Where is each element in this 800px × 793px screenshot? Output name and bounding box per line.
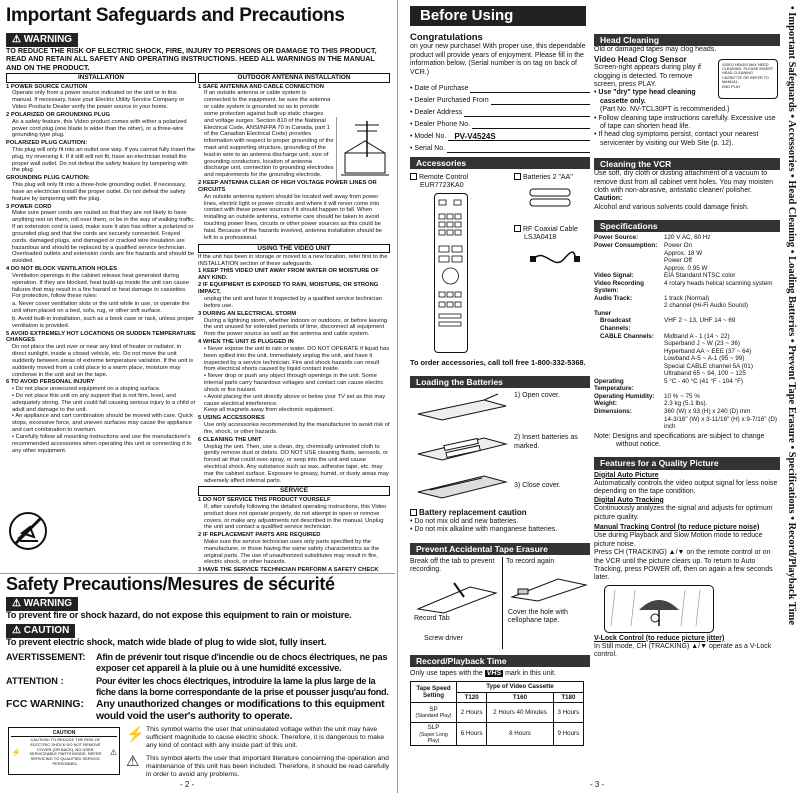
installation-item-body: As a safety feature, this Video product comes with either a polarized power cord plug (one blade is wider than the other), or a three-wire grounding type plug. (12, 118, 187, 139)
tv-screen-text: VIDEO HEADS MAY NEED CLEANING. PLEASE INSERT HEAD CLEANING CASSETTE OR REFER TO MANUAL. (722, 62, 774, 85)
antenna-item-title: 2 KEEP ANTENNA CLEAR OF HIGH VOLTAGE POWER LINES OR CIRCUITS (198, 180, 377, 193)
service-item (198, 497, 390, 531)
installation-item (6, 204, 196, 265)
installation-item-body: Ventilation openings in the cabinet release heat generated during operation. If they are blocked, heat build-up inside the unit can cause failures that may result in a fire hazard or heat damage to cassettes. For protection, follow these rules: (12, 272, 189, 300)
installation-item-title: GROUNDING PLUG CAUTION: (6, 175, 90, 182)
safety-title: Safety Precautions/Mesures de sécurité (6, 574, 335, 594)
spec-value: 360 (W) x 93 (H) x 240 (D) mm 14-3/16" (W) x 3-11/16" (H) x 9-7/16" (D) inch (664, 407, 777, 431)
using-item-body: During a lightning storm, whether indoors or outdoors, or before leaving the unit unused for extended periods of time, disconnect all equipment from the power source as well as the antenna and cable system. (204, 317, 388, 338)
avertissement-key: AVERTISSEMENT: (6, 652, 86, 662)
installation-item-title: 4 DO NOT BLOCK VENTILATION HOLES (6, 266, 118, 273)
using-item (198, 339, 390, 414)
feature-3-heading: Manual Tracking Control (to reduce picture noise) (594, 523, 760, 531)
spec-row (594, 317, 780, 332)
warning-badge: ⚠ WARNING (6, 33, 78, 47)
installation-item-body: This plug will only fit into a three-hole grounding outlet. If necessary, have an electrician install the proper outlet. Do not defeat the safety feature by tampering with the plug. (12, 182, 186, 202)
head-bullet-1-part: (Part No. NV-TCL30PT is recommended.) (600, 106, 730, 114)
before-using-title: Before Using (420, 7, 514, 24)
accessories-heading: Accessories (410, 157, 590, 169)
installation-item (6, 316, 196, 330)
exclamation-icon: ⚠ (109, 747, 117, 757)
umbrella-screen-illustration (604, 585, 714, 633)
using-item (198, 437, 390, 485)
table-row (411, 723, 584, 746)
battery-caution-heading-row (410, 508, 590, 518)
record-time-table (410, 681, 584, 746)
load-step-1: 1) Open cover. (514, 392, 560, 400)
attention-key: ATTENTION : (6, 676, 64, 686)
info-field-input[interactable]: PV-V4524S (448, 132, 590, 141)
spec-key: Video Recording System: (594, 279, 644, 295)
spec-row (594, 295, 780, 310)
spec-value: 2.3 kg (5.1 lbs). (664, 400, 708, 408)
installation-item-body: This plug will only fit into an outlet one way. If you cannot fully insert the plug, try reversing it. If it still will not fit, have an electrician install the proper wall outlet. Do not defeat the safety feature by tampering with the plug. (12, 147, 195, 174)
caution-badge: ⚠ CAUTION (6, 624, 75, 638)
antenna-item-body: An outside antenna system should be located well away from power lines, electric light or power circuits and where it will never come into contact with these power sources if it should happen to fall. When installing an outside antenna, extreme care should be taken to avoid touching power lines, circuits or other power sources as this could be fatal. Because of the hazards involved, antenna installation should be left to a professional. (204, 193, 382, 241)
spec-value (664, 310, 780, 318)
remote-back-close-icon (414, 468, 510, 502)
installation-item (6, 112, 196, 139)
info-field-input[interactable] (464, 108, 590, 117)
vhs-note-a: Only use tapes with the (410, 669, 483, 677)
spec-row (594, 242, 780, 272)
feature-1-heading: Digital Auto Picture (594, 471, 659, 479)
features-heading: Features for a Quality Picture (594, 457, 780, 469)
installation-heading: INSTALLATION (6, 73, 196, 83)
feature-4-heading: V-Lock Control (to reduce picture jitter) (594, 634, 725, 642)
using-item-title: 3 DURING AN ELECTRICAL STORM (198, 310, 297, 317)
screwdriver-label: Screw driver (424, 634, 463, 642)
tv-screen-message (718, 59, 778, 99)
using-item (198, 415, 390, 435)
record-tab-label: Record Tab (414, 614, 450, 622)
cart-warning-icon (8, 511, 48, 551)
head-sensor-heading: Video Head Clog Sensor (594, 54, 687, 64)
page-number-left: - 2 - (180, 780, 195, 789)
load-step-2: 2) Insert batteries as marked. (514, 434, 578, 450)
antenna-item-title: 1 SAFE ANTENNA AND CABLE CONNECTION (198, 83, 324, 90)
warning-text: TO REDUCE THE RISK OF ELECTRIC SHOCK, FIRE, INJURY TO PERSONS OR DAMAGE TO THIS PRODUCT, READ AND RETAIN ALL SAFETY AND OPERATING INSTRUCTIONS. HEED ALL WARNINGS IN THE MANUAL AND ON THE PRODUCT. (6, 46, 377, 72)
installation-item (6, 84, 196, 111)
warning-text-2: To prevent fire or shock hazard, do not expose this equipment to rain or moisture. (6, 610, 352, 620)
table-col-header: T120 (457, 692, 487, 702)
remote-batteries-icon (414, 428, 510, 462)
spec-value: 120 V AC, 60 Hz (664, 234, 711, 242)
spec-key: Operating Temperature: (594, 377, 634, 393)
service-item (198, 532, 390, 566)
spec-key: Broadcast Channels: (600, 317, 631, 332)
lightning-icon: ⚡ (11, 747, 21, 757)
exclamation-triangle-icon: ⚠ (126, 753, 140, 770)
antenna-heading: OUTDOOR ANTENNA INSTALLATION (198, 73, 390, 83)
using-item-title: 2 IF EQUIPMENT IS EXPOSED TO RAIN, MOISTURE, OR STRONG IMPACT, (198, 282, 379, 296)
spec-key: Power Consumption: (594, 241, 658, 249)
feature-4-text: In Still mode, CH (TRACKING) ▲/▼ operate as a V-Lock control. (594, 643, 772, 659)
maintenance-column (594, 34, 780, 784)
caution-text: To prevent electric shock, match wide blade of plug to wide slot, fully insert. (6, 637, 327, 647)
spec-key: Tuner (594, 309, 612, 317)
installation-item (6, 331, 196, 379)
rf-cable-label: RF Coaxial Cable (523, 226, 578, 234)
spec-row (594, 234, 780, 242)
using-item (198, 311, 390, 338)
caution-label-graphic-text: CAUTION: TO REDUCE THE RISK OF ELECTRIC SHOCK DO NOT REMOVE COVER (OR BACK). NO USER SERVICEABLE PARTS INSIDE. REFER SERVICING TO QUALIFIED SERVICE PERSONNEL. (29, 737, 102, 766)
tv-screen-buttons: END PLAY (722, 85, 741, 90)
installation-item-body: Operate only from a power source indicated on the unit or in this manual. If necessary, have your Electric Utility Service Company or Video Products Dealer verify the power source in your home. (12, 90, 185, 111)
vhs-note (410, 670, 590, 678)
attention-row (6, 676, 391, 697)
before-using-banner (410, 6, 586, 26)
installation-item-title: POLARIZED PLUG CAUTION: (6, 140, 88, 147)
erasure-right-text: To record again (506, 557, 555, 565)
cleaning-vcr-heading: Cleaning the VCR (594, 158, 780, 170)
installation-item-body: b. Avoid built-in installation, such as a book case or rack, unless proper ventilation is provided. (12, 315, 194, 329)
installation-item-body: Do not place the unit over or near any kind of heater or radiator, in direct sunlight, inside a closed vehicle, etc. Do not move the unit suddenly between areas of extreme temperature variation. If the unit is suddenly moved from a cold place to a warm place, moisture may condense in the unit and on the tape. (12, 344, 194, 378)
order-text: To order accessories, call toll free 1-800-332-5368. (410, 358, 586, 368)
cleaning-caution-label: Caution: (594, 195, 623, 203)
symbol-2-text: This symbol alerts the user that important literature concerning the operation and maintenance of this unit has been included. Therefore, it should be read carefully in order to avoid any problems. (146, 755, 390, 779)
info-field-label: • Date of Purchase (410, 84, 469, 92)
using-item (198, 268, 390, 282)
spec-value: VHF 2 ~ 13, UHF 14 ~ 69 (664, 317, 736, 325)
head-cleaning-heading: Head Cleaning (594, 34, 780, 46)
table-row-speed (411, 703, 457, 723)
feature-2-text: Continuously analyzes the signal and adjusts for optimum picture quality. (594, 505, 773, 521)
rf-cable-item (514, 225, 578, 234)
table-cell: 2 Hours 40 Minutes (487, 703, 554, 723)
cassette-tape-icon (508, 573, 588, 603)
table-cell: 8 Hours (487, 723, 554, 746)
feature-3-press: Press CH (TRACKING) ▲/▼ on the remote control or on the VCR until the picture clears up. To return to Auto Tracking, press POWER off, then on again a few seconds later. (594, 549, 773, 582)
lightning-triangle-icon: ⚡ (126, 726, 145, 743)
rf-cable-number: LSJA0418 (524, 234, 557, 242)
page-title-left: Important Safeguards and Precautions (6, 5, 345, 26)
avertissement-text: Afin de prévenir tout risque d'incendie ou de chocs électriques, ne pas exposer cet appareil à la pluie ou à une humidité excessive. (96, 652, 388, 673)
feature-2-heading: Digital Auto Tracking (594, 496, 664, 504)
spec-value: 4 rotary heads helical scanning system (664, 279, 773, 287)
table-row-speed (411, 723, 457, 746)
spec-value: Power On Approx. 18 W Power Off Approx. 0.95 W (664, 241, 708, 272)
info-field-label: • Dealer Purchased From (410, 96, 489, 104)
spec-key: Weight: (594, 400, 617, 408)
spec-row (594, 400, 780, 408)
remote-back-open-icon (414, 392, 510, 422)
spec-key: Dimensions: (594, 407, 632, 415)
using-heading: USING THE VIDEO UNIT (198, 244, 390, 254)
info-field-row (410, 141, 590, 153)
table-cell: 3 Hours (553, 703, 583, 723)
speed-sub: (Standard Play) (415, 713, 452, 720)
cleaning-text: Use soft, dry cloth or dusting attachment of a vacuum to remove dust from all cabinet vent holes. You may moisten cloth with non-abrasive, antistatic cleaner/ polisher. (594, 170, 773, 195)
using-item-title: 5 USING ACCESSORIES (198, 415, 265, 422)
info-field-row (410, 105, 590, 117)
info-field-input[interactable] (491, 96, 590, 105)
load-step-3: 3) Close cover. (514, 482, 561, 490)
antenna-item-body: If an outside antenna or cable system is connected to the equipment, be sure the antenna or cable system is grounded so as to provide some protection against built up static charges and voltage surges. Section 810 of the National Electrical Code, ANSI/NFPA 70 in Canada, part 1 of the Canadian Electrical Code) provides information with respect to proper grounding of the mast and supporting structure, grounding of the lead-in wire to an antenna discharge unit, size of grounding conductors, location of antenna discharge unit, connection to grounding electrodes and requirements for the grounding electrode. (204, 90, 334, 179)
installation-item-body: a. Never cover ventilation slots or the unit while in use, or operate the unit when placed on a bed, sofa, rug, or other soft surface. (12, 301, 190, 315)
service-item-title: 3 HAVE THE SERVICE TECHNICIAN PERFORM A SAFETY CHECK (198, 567, 379, 573)
fcc-text: Any unauthorized changes or modifications to this equipment would void the user's authority to operate. (96, 699, 385, 722)
spec-row (594, 272, 780, 280)
table-cell: 6 Hours (457, 723, 487, 746)
rf-cable-icon (530, 247, 580, 271)
head-sensor-text: Screen-right appears during play if clogging is detected. To remove screen, press PLAY. (594, 64, 702, 88)
remote-control-icon (434, 193, 468, 353)
installation-item-body: • Do not place unsecured equipment on a sloping surface. • Do not place this unit on any support that is not firm, level, and adequately strong. The unit could fall causing serious injury to a child or adult and damage to the unit. • An appliance and cart combination should be moved with care. Quick stops, excessive force, and uneven surfaces may cause the appliance and cart combination to overturn. • Carefully follow all mounting instructions and use the manufacturer's recommended accessories when operating this unit or connecting it to any other equipment. (12, 386, 196, 454)
spec-row (594, 378, 780, 393)
info-field-input[interactable] (470, 84, 590, 93)
head-cleaning-intro: Old or damaged tapes may clog heads. (594, 46, 717, 54)
record-playback-heading: Record/Playback Time (410, 655, 590, 667)
installation-item (6, 266, 196, 300)
feature-1-text: Automatically controls the video output signal for less noise depending on the tape condition. (594, 479, 778, 496)
avertissement-row (6, 652, 391, 673)
congrats-heading: Congratulations (410, 32, 483, 43)
cover-hole-label: Cover the hole with cellophane tape. (508, 608, 568, 625)
side-index-text: • Important Safeguards • Accessories • Head Cleaning • Loading Batteries • Prevent Tape Erasure • Specifications • Record/Playback Time (785, 6, 797, 626)
batteries-label: Batteries 2 "AA" (523, 174, 573, 182)
spec-row (594, 408, 780, 431)
spec-note: Note: Designs and specifications are subject to change without notice. (594, 432, 765, 449)
service-item-title: 2 IF REPLACEMENT PARTS ARE REQUIRED (198, 532, 321, 539)
info-field-row (410, 81, 590, 93)
speed-name: SLP (427, 724, 440, 732)
using-item (198, 282, 390, 309)
spec-value: 5 °C - 40 °C (41 °F - 104 °F) (664, 377, 744, 385)
vhs-logo: VHS (486, 669, 502, 677)
fcc-key: FCC WARNING: (6, 699, 84, 710)
attention-text: Pour éviter les chocs électriques, introduire la lame la plus large de la fiche dans la borne correspondante de la prise et pousser jusqu'au fond. (96, 676, 389, 697)
spec-row (594, 280, 780, 295)
info-field-row (410, 93, 590, 105)
specifications-heading: Specifications (594, 220, 780, 232)
info-field-label: • Dealer Address (410, 108, 463, 116)
antenna-grounding-diagram (336, 117, 390, 181)
remote-control-label: Remote Control (419, 174, 469, 182)
installation-item (6, 175, 196, 202)
installation-item-title: 2 POLARIZED OR GROUNDING PLUG (6, 111, 111, 118)
installation-item (6, 140, 196, 174)
spec-row (594, 310, 780, 318)
speed-sub: (Super Long Play) (419, 731, 448, 744)
installation-item (6, 301, 196, 315)
using-item-body: • Never expose the unit to rain or water. DO NOT OPERATE if liquid has been spilled into the unit. Immediately unplug the unit, and have it inspected by a service technician. Fire and shock hazards can result from electrical shorts caused by liquid contact inside. • Never drop or push any object through openings in the unit. Some internal parts carry hazardous voltages and contact can cause electric shock or fire hazard. • Avoid placing the unit directly above or below your TV set as this may cause electrical interference. Keep all magnets away from electronic equipment. (204, 345, 390, 414)
warning-label-2: WARNING (23, 598, 73, 609)
caution-label-graphic-title: CAUTION (11, 730, 117, 737)
congrats-text: on your new purchase! With proper use, this dependable product will provide years of enjoyment. Please fill in the information below. (Serial number is on tag on back of VCR.) (410, 43, 586, 76)
caution-label-graphic (8, 727, 120, 775)
table-cell: 9 Hours (553, 723, 583, 746)
installation-column (6, 73, 196, 573)
spec-key: Power Source: (594, 234, 639, 242)
caution-label: CAUTION (23, 625, 70, 636)
using-item-title: 6 CLEANING THE UNIT (198, 436, 262, 443)
installation-item-title: 3 POWER CORD (6, 203, 52, 210)
spec-value: 10 % ~ 75 % (664, 392, 700, 400)
head-bullet-2: • Follow cleaning tape instructions carefully. Excessive use of tape can shorten head life. (594, 114, 776, 130)
table-header-speed: Tape Speed Setting (411, 682, 457, 703)
spec-key: Video Signal: (594, 272, 634, 280)
antenna-item (198, 180, 390, 241)
remote-control-item (410, 173, 468, 182)
installation-item-title: 6 TO AVOID PERSONAL INJURY (6, 379, 95, 386)
erasure-left-text: Break off the tab to prevent recording. (410, 557, 495, 574)
speed-name: SP (429, 705, 438, 713)
service-item-title: 1 DO NOT SERVICE THIS PRODUCT YOURSELF (198, 497, 331, 504)
installation-item (6, 379, 196, 454)
battery-caution-heading: Battery replacement caution (419, 508, 527, 518)
spec-row (594, 333, 780, 378)
service-item-body: Make sure the service technician uses only parts specified by the manufacturer, or those having the same safety characteristics as the original parts. The use of unauthorized substitutes may result in fire, electric shock, or other hazards. (204, 538, 380, 566)
battery-caution-1: • Do not mix old and new batteries. (410, 517, 519, 525)
warning-badge-2: ⚠ WARNING (6, 597, 78, 611)
table-cell: 2 Hours (457, 703, 487, 723)
table-row (411, 703, 584, 723)
head-bullet-3: • If head clog symptoms persist, contact your nearest servicenter by visiting our Web Site (p. 12). (594, 131, 759, 147)
table-header-type: Type of Video Cassette (457, 682, 584, 692)
table-col-header: T180 (553, 692, 583, 702)
using-item-body: Unplug the unit. Then, use a clean, dry, chemically untreated cloth to gently remove dust or debris. DO NOT USE cleaning fluids, aerosols, or forced air that could over-spray, or seep into the unit and cause electrical shock. Any substance such as wax, adhesive tape, etc. may mar the cabinet surface. Exposure to greasy, humid, or dusty areas may adversely affect internal parts. (204, 443, 389, 484)
batteries-icon (528, 187, 576, 209)
info-field-row (410, 117, 590, 129)
erasure-heading: Prevent Accidental Tape Erasure (410, 543, 590, 555)
fcc-row (6, 699, 391, 723)
batteries-item (514, 173, 573, 182)
table-col-header: T160 (487, 692, 554, 702)
remote-control-number: EUR7723KA0 (420, 182, 464, 190)
loading-batteries-heading: Loading the Batteries (410, 376, 590, 388)
installation-item-title: 5 AVOID EXTREMELY HOT LOCATIONS OR SUDDEN TEMPERATURE CHANGES (6, 330, 196, 344)
feature-3-text: Use during Playback and Slow Motion mode to reduce picture noise. (594, 532, 763, 548)
service-item-body: If, after carefully following the detailed operating instructions, this Video product does not operate properly, do not attempt to open or remove covers, or make any adjustments not described in the manual. Unplug the unit and contact a qualified service technician. (204, 503, 387, 531)
using-item-title: 4 WHEN THE UNIT IS PLUGGED IN (198, 339, 294, 346)
cleaning-caution-text: Alcohol and various solvents could damage finish. (594, 203, 749, 211)
installation-item-body: Make sure power cords are routed so that they are not likely to have anything rest on them, roll over them, or be in the way of walking traffic. If an extension cord is used, make sure it also has either a polarized or grounded plug and that the cords are securely connected. Frayed cords, damaged plugs, and damaged or cracked wire insulation are hazardous and should be replaced by a qualified service technician. Overloaded outlets and extension cords are fire hazards and should be avoided. (12, 210, 195, 265)
spec-value: 1 track (Normal) 2 channel (Hi-Fi Audio Sound) (664, 294, 749, 310)
info-field-label: • Dealer Phone No. (410, 120, 471, 128)
warning-label: WARNING (23, 34, 73, 45)
info-field-input[interactable] (447, 144, 590, 153)
specifications-table (594, 234, 780, 430)
head-bullet-1: • Use "dry" type head cleaning cassette only. (594, 89, 696, 105)
side-index-tab (782, 0, 800, 793)
antenna-column (198, 73, 390, 573)
spec-key: CABLE Channels: (600, 332, 654, 340)
page-number-right: - 3 - (590, 780, 605, 789)
service-heading: SERVICE (198, 486, 390, 496)
before-using-column (410, 32, 590, 782)
spec-value: EIA Standard NTSC color (664, 272, 736, 280)
vhs-note-b: mark in this unit. (505, 669, 557, 677)
spec-key: Audio Track: (594, 294, 633, 302)
cassette-break-tab-icon (414, 579, 498, 615)
info-field-label: • Serial No. (410, 144, 446, 152)
info-field-input[interactable] (472, 120, 590, 129)
info-field-label: • Model No. (410, 132, 447, 140)
battery-caution-2: • Do not mix alkaline with manganese batteries. (410, 526, 558, 534)
info-field-row (410, 129, 590, 141)
symbol-1-text: This symbol warns the user that uninsulated voltage within the unit may have sufficient magnitude to cause electric shock. Therefore, it is dangerous to make any kind of contact with any inside part of this unit. (146, 726, 385, 750)
spec-value: Midband A - 1 (14 ~ 22) Superband J ~ W (23 ~ 36) Hyperband AA ~ EEE (37 ~ 64) Lowband A-5 ~ A-1 (95 ~ 99) Special CABLE channel 5A (01) Ultraband 65 ~ 94, 100 ~ 125 (664, 332, 753, 378)
using-item-body: Use only accessories recommended by the manufacturer to avoid risk of fire, shock, or other hazards. (204, 422, 390, 435)
using-intro: If the unit has been in storage or moved to a new location, refer first to the INSTALLATION section of these safeguards. (198, 254, 388, 267)
using-item-body: unplug the unit and have it inspected by a qualified service technician before use. (204, 296, 382, 309)
using-item-title: 1 KEEP THIS VIDEO UNIT AWAY FROM WATER OR MOISTURE OF ANY KIND. (198, 267, 379, 281)
installation-item-title: 1 POWER SOURCE CAUTION (6, 83, 88, 90)
spec-row (594, 393, 780, 401)
spec-key: Operating Humidity: (594, 392, 655, 400)
